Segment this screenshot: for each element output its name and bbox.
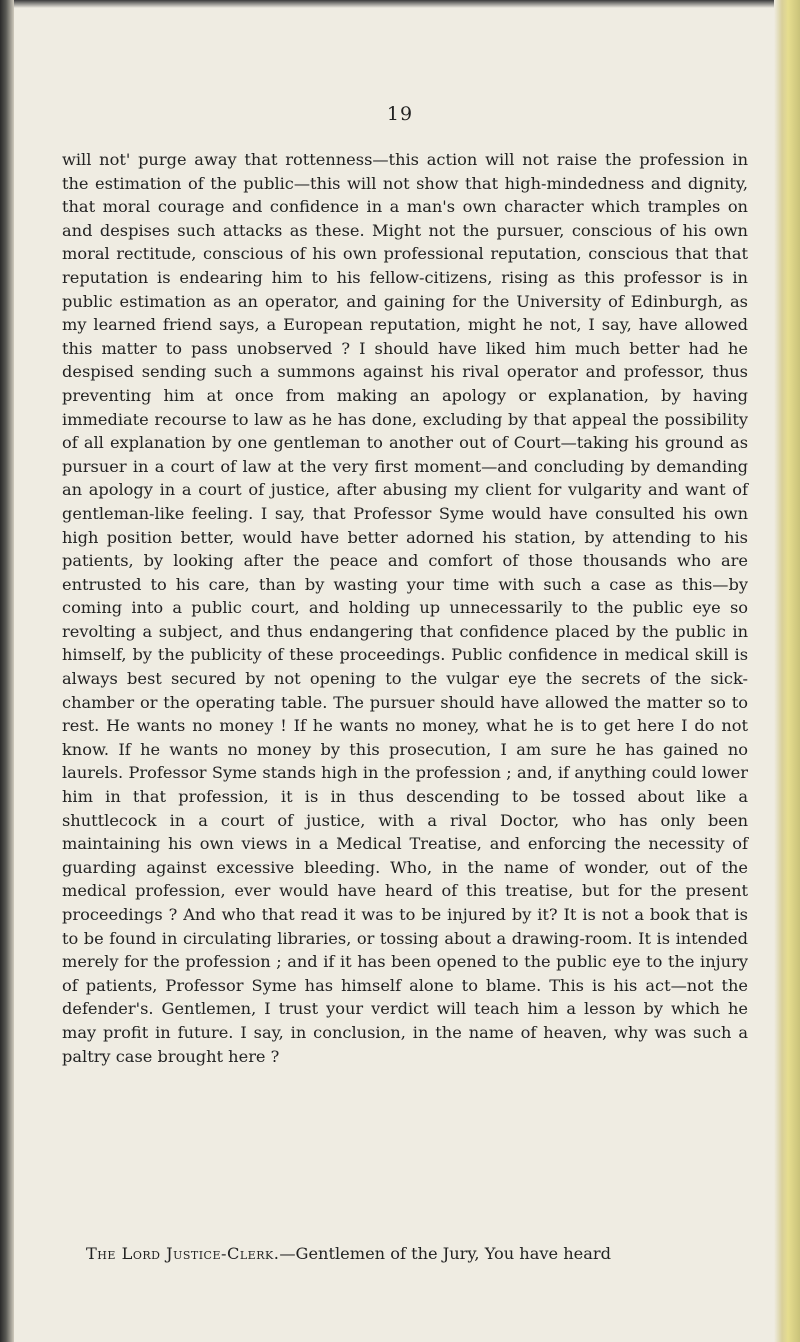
body-paragraph: will not' purge away that rottenness—this action will not raise the profession in the estimation of the public—this will not show that high-mindedness and dignity, that moral courage and confidence in a man's own character which tramples on and despises such attacks as these. Might not the pursuer, conscious of his own moral rectitude, conscious of his own professional reputation, conscious that that reputation is endearing him to his fellow-citizens, rising as this professor is in public estimation as an operator, and gaining for the University of Edinburgh, as my learned friend says, a European reputation, might he not, I say, have allowed this matter to pass unobserved ? I should have liked him much better had he despised sending such a summons against his rival operator and professor, thus preventing him at once from making an apology or explanation, by having immediate recourse to law as he has done, excluding by that appeal the possibility of all explanation by one gentleman to another out of Court—taking his ground as pursuer in a court of law at the very first moment—and concluding by demanding an apology in a court of justice, after abusing my client for vulgarity and want of gentleman-like feeling. I say, that Professor Syme would have consulted his own high position better, would have better adorned his station, by attending to his patients, by looking after the peace and comfort of those thousands who are entrusted to his care, than by wasting your time with such a case as this—by coming into a public court, and holding up unnecessarily to the public eye so revolting a subject, and thus endangering that confidence placed by the public in himself, by the publicity of these proceedings. Public confidence in medical skill is always best secured by not opening to the vulgar eye the secrets of the sick-chamber or the operating table. The pursuer should have allowed the matter so to rest. He wants no money ! If he wants no money, what he is to get here I do not know. If he wants no money by this prosecution, I am sure he has gained no laurels. Professor Syme stands high in the profession ; and, if anything could lower him in that profession, it is in thus descending to be tossed about like a shuttlecock in a court of justice, with a rival Doctor, who has only been maintaining his own views in a Medical Treatise, and enforcing the necessity of guarding against excessive bleeding. Who, in the name of wonder, out of the medical profession, ever would have heard of this treatise, but for the present proceedings ? And who that read it was to be injured by it? It is not a book that is to be found in circulating libraries, or tossing about a drawing-room. It is intended merely for the profession ; and if it has been opened to the public eye to the injury of patients, Professor Syme has himself alone to blame. This is his act—not the defender's. Gentlemen, I trust your verdict will teach him a lesson by which he may profit in future. I say, in conclusion, in the name of heaven, why was such a paltry case brought here ?: [62, 150, 748, 1066]
body-text: [62, 148, 748, 1068]
page-number: 19: [386, 103, 414, 125]
speaker-line: [86, 1242, 746, 1266]
speaker-text: —Gentlemen of the Jury, You have heard: [279, 1244, 612, 1263]
scan-edge-left: [0, 0, 14, 1342]
scan-edge-top: [0, 0, 800, 8]
scan-edge-right: [774, 0, 800, 1342]
speaker-name: The Lord Justice-Clerk.: [86, 1244, 280, 1263]
